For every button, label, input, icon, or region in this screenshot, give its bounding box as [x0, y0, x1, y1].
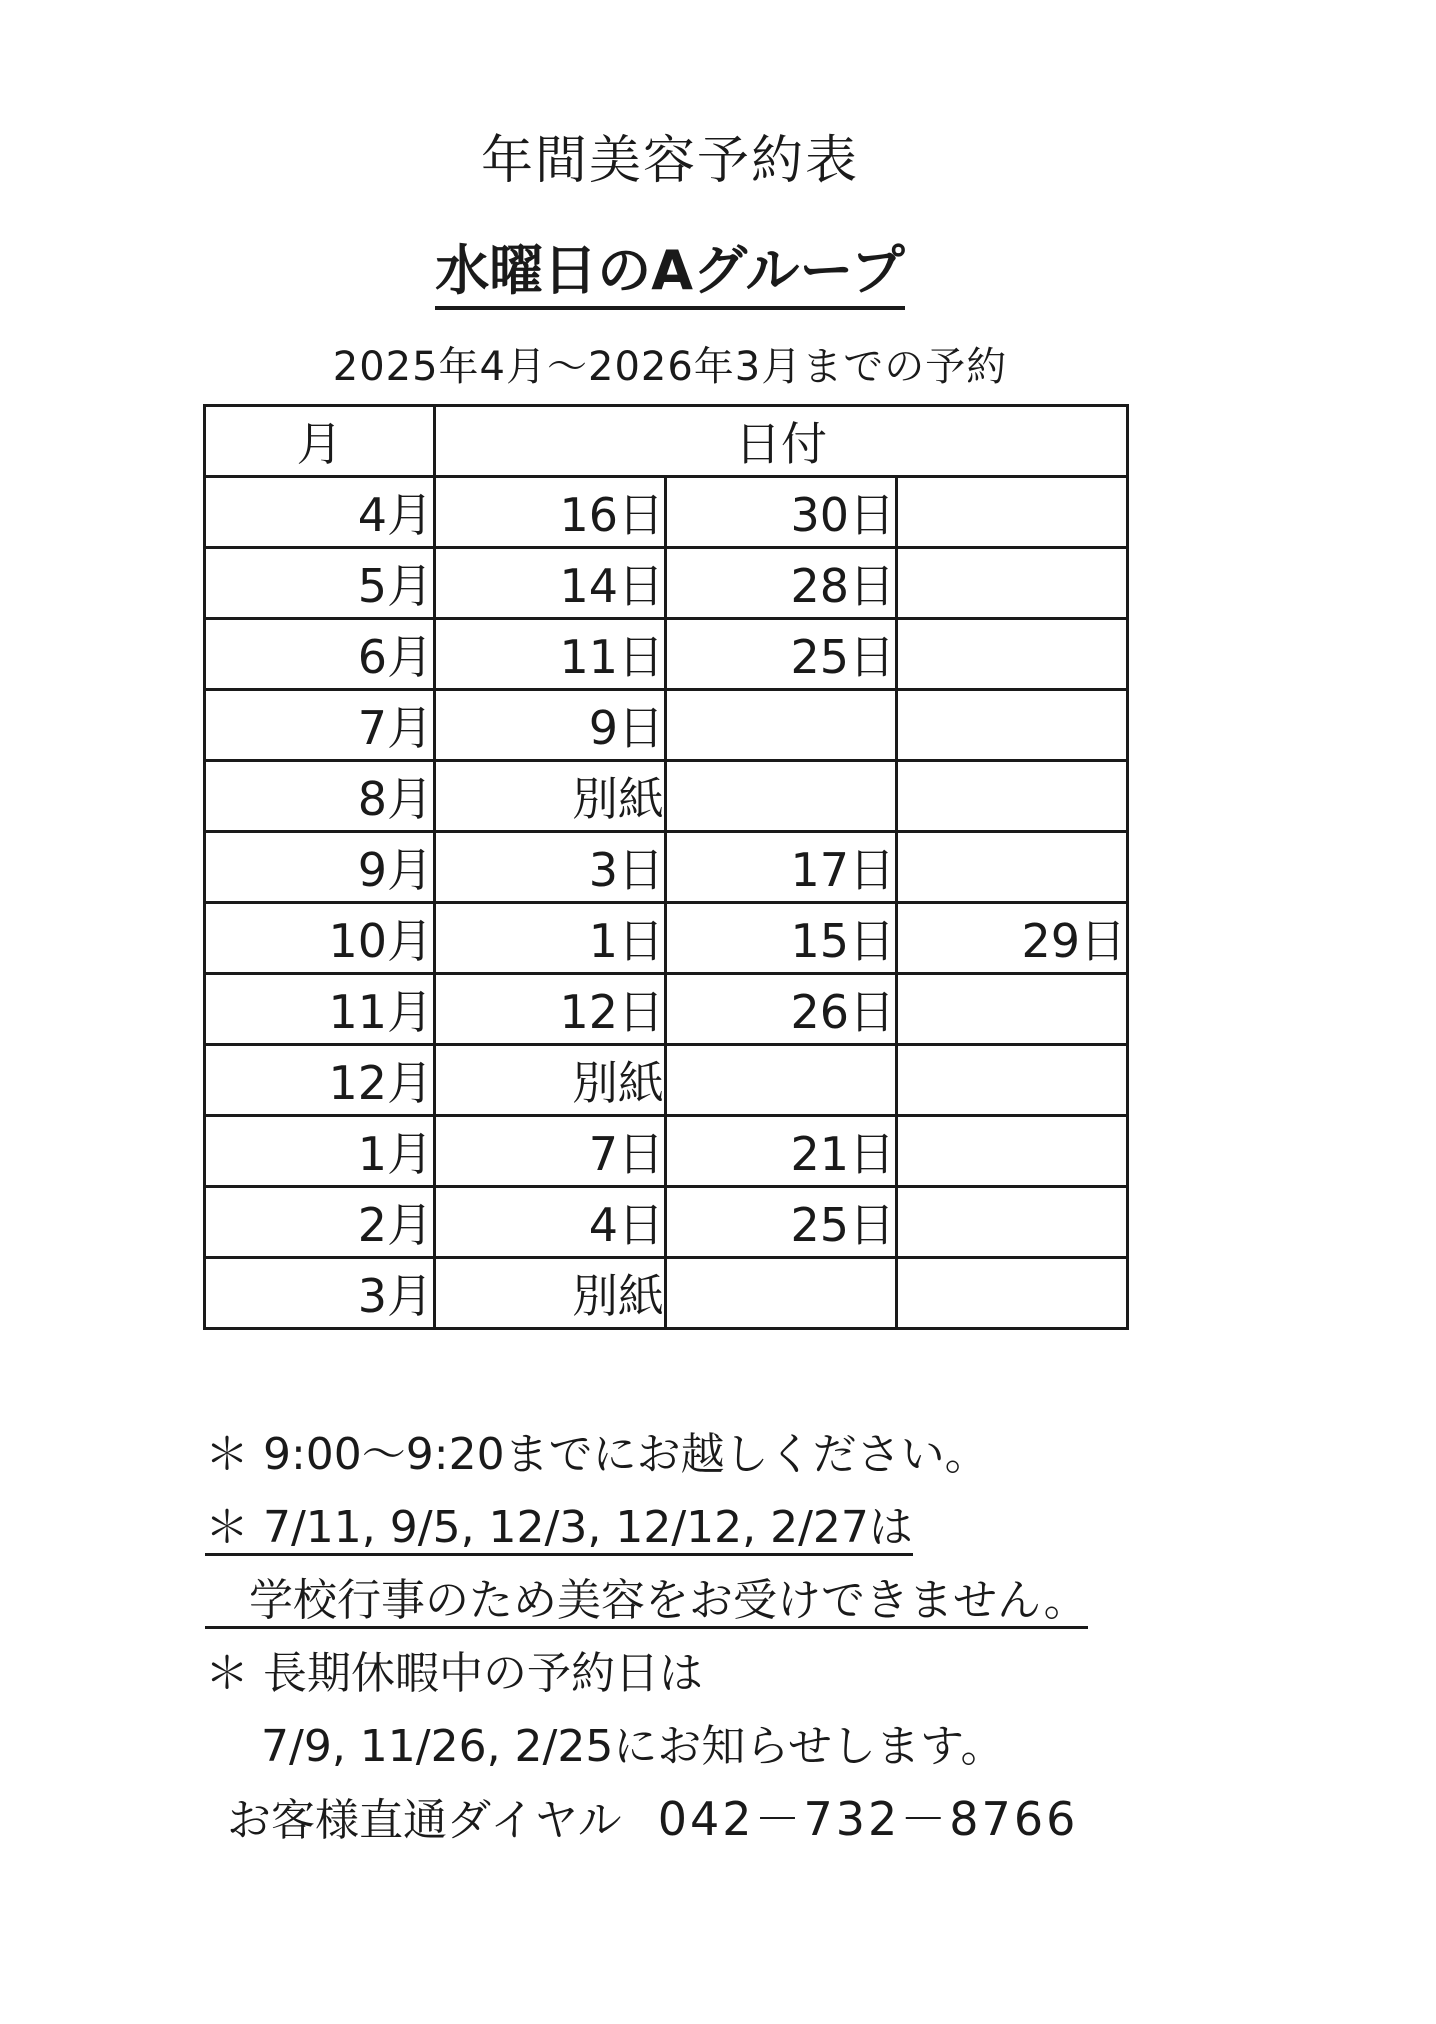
- period-text: 2025年4月～2026年3月までの予約: [332, 344, 1008, 390]
- table-row: [205, 761, 1128, 832]
- table-row: [205, 619, 1128, 690]
- month-cell: 10月: [205, 903, 435, 974]
- month-cell: 9月: [205, 832, 435, 903]
- schedule-body: [205, 477, 1128, 1329]
- phone-label: お客様直通ダイヤル: [227, 1795, 622, 1846]
- table-row: [205, 477, 1128, 548]
- month-cell: 5月: [205, 548, 435, 619]
- table-row: [205, 548, 1128, 619]
- table-row: [205, 1045, 1128, 1116]
- date-cell: [897, 619, 1128, 690]
- date-cell: 26日: [666, 974, 897, 1045]
- date-cell: 7日: [435, 1116, 666, 1187]
- month-cell: 12月: [205, 1045, 435, 1116]
- date-cell: 11日: [435, 619, 666, 690]
- month-cell: 7月: [205, 690, 435, 761]
- date-cell: [897, 761, 1128, 832]
- header-month: 月: [205, 406, 435, 477]
- date-cell: 21日: [666, 1116, 897, 1187]
- date-cell: 12日: [435, 974, 666, 1045]
- date-cell: 25日: [666, 619, 897, 690]
- month-cell: 1月: [205, 1116, 435, 1187]
- date-cell: 別紙: [435, 761, 666, 832]
- note-holiday-dates: 7/9, 11/26, 2/25にお知らせします。: [261, 1721, 1005, 1772]
- date-cell: 16日: [435, 477, 666, 548]
- month-cell: 11月: [205, 974, 435, 1045]
- date-cell: [897, 1116, 1128, 1187]
- group-subtitle-text: 水曜日のAグループ: [435, 239, 904, 310]
- date-cell: 28日: [666, 548, 897, 619]
- schedule-table: [203, 404, 1129, 1330]
- date-cell: 14日: [435, 548, 666, 619]
- month-cell: 6月: [205, 619, 435, 690]
- table-row: [205, 832, 1128, 903]
- month-cell: 8月: [205, 761, 435, 832]
- month-cell: 2月: [205, 1187, 435, 1258]
- date-cell: [666, 1258, 897, 1329]
- date-cell: [897, 974, 1128, 1045]
- table-row: [205, 690, 1128, 761]
- date-cell: 4日: [435, 1187, 666, 1258]
- note-closed-dates: ＊ 7/11, 9/5, 12/3, 12/12, 2/27は: [205, 1502, 913, 1556]
- phone-number: 042－732－8766: [657, 1792, 1079, 1846]
- month-cell: 4月: [205, 477, 435, 548]
- note-closed-reason: 学校行事のため美容をお受けできません。: [205, 1575, 1088, 1629]
- page-title: 年間美容予約表: [480, 131, 859, 191]
- group-subtitle: [0, 228, 1340, 305]
- date-cell: [666, 690, 897, 761]
- date-cell: 3日: [435, 832, 666, 903]
- date-cell: [666, 1045, 897, 1116]
- table-row: [205, 1258, 1128, 1329]
- table-header-row: [205, 406, 1128, 477]
- date-cell: [897, 832, 1128, 903]
- date-cell: 別紙: [435, 1258, 666, 1329]
- table-row: [205, 1116, 1128, 1187]
- date-cell: 別紙: [435, 1045, 666, 1116]
- month-cell: 3月: [205, 1258, 435, 1329]
- date-cell: [897, 477, 1128, 548]
- date-cell: [897, 548, 1128, 619]
- date-cell: [897, 690, 1128, 761]
- table-row: [205, 974, 1128, 1045]
- date-cell: 29日: [897, 903, 1128, 974]
- date-cell: [897, 1045, 1128, 1116]
- date-cell: 9日: [435, 690, 666, 761]
- date-cell: 15日: [666, 903, 897, 974]
- header-date: 日付: [435, 406, 1128, 477]
- note-holiday-head: ＊ 長期休暇中の予約日は: [205, 1648, 703, 1699]
- date-cell: [897, 1187, 1128, 1258]
- table-row: [205, 903, 1128, 974]
- date-cell: [666, 761, 897, 832]
- table-row: [205, 1187, 1128, 1258]
- note-time: ＊ 9:00～9:20までにお越しください。: [205, 1429, 989, 1480]
- date-cell: 17日: [666, 832, 897, 903]
- date-cell: 1日: [435, 903, 666, 974]
- date-cell: [897, 1258, 1128, 1329]
- notes-section: [205, 1418, 1355, 1857]
- phone-row: [227, 1783, 1355, 1857]
- date-cell: 25日: [666, 1187, 897, 1258]
- date-cell: 30日: [666, 477, 897, 548]
